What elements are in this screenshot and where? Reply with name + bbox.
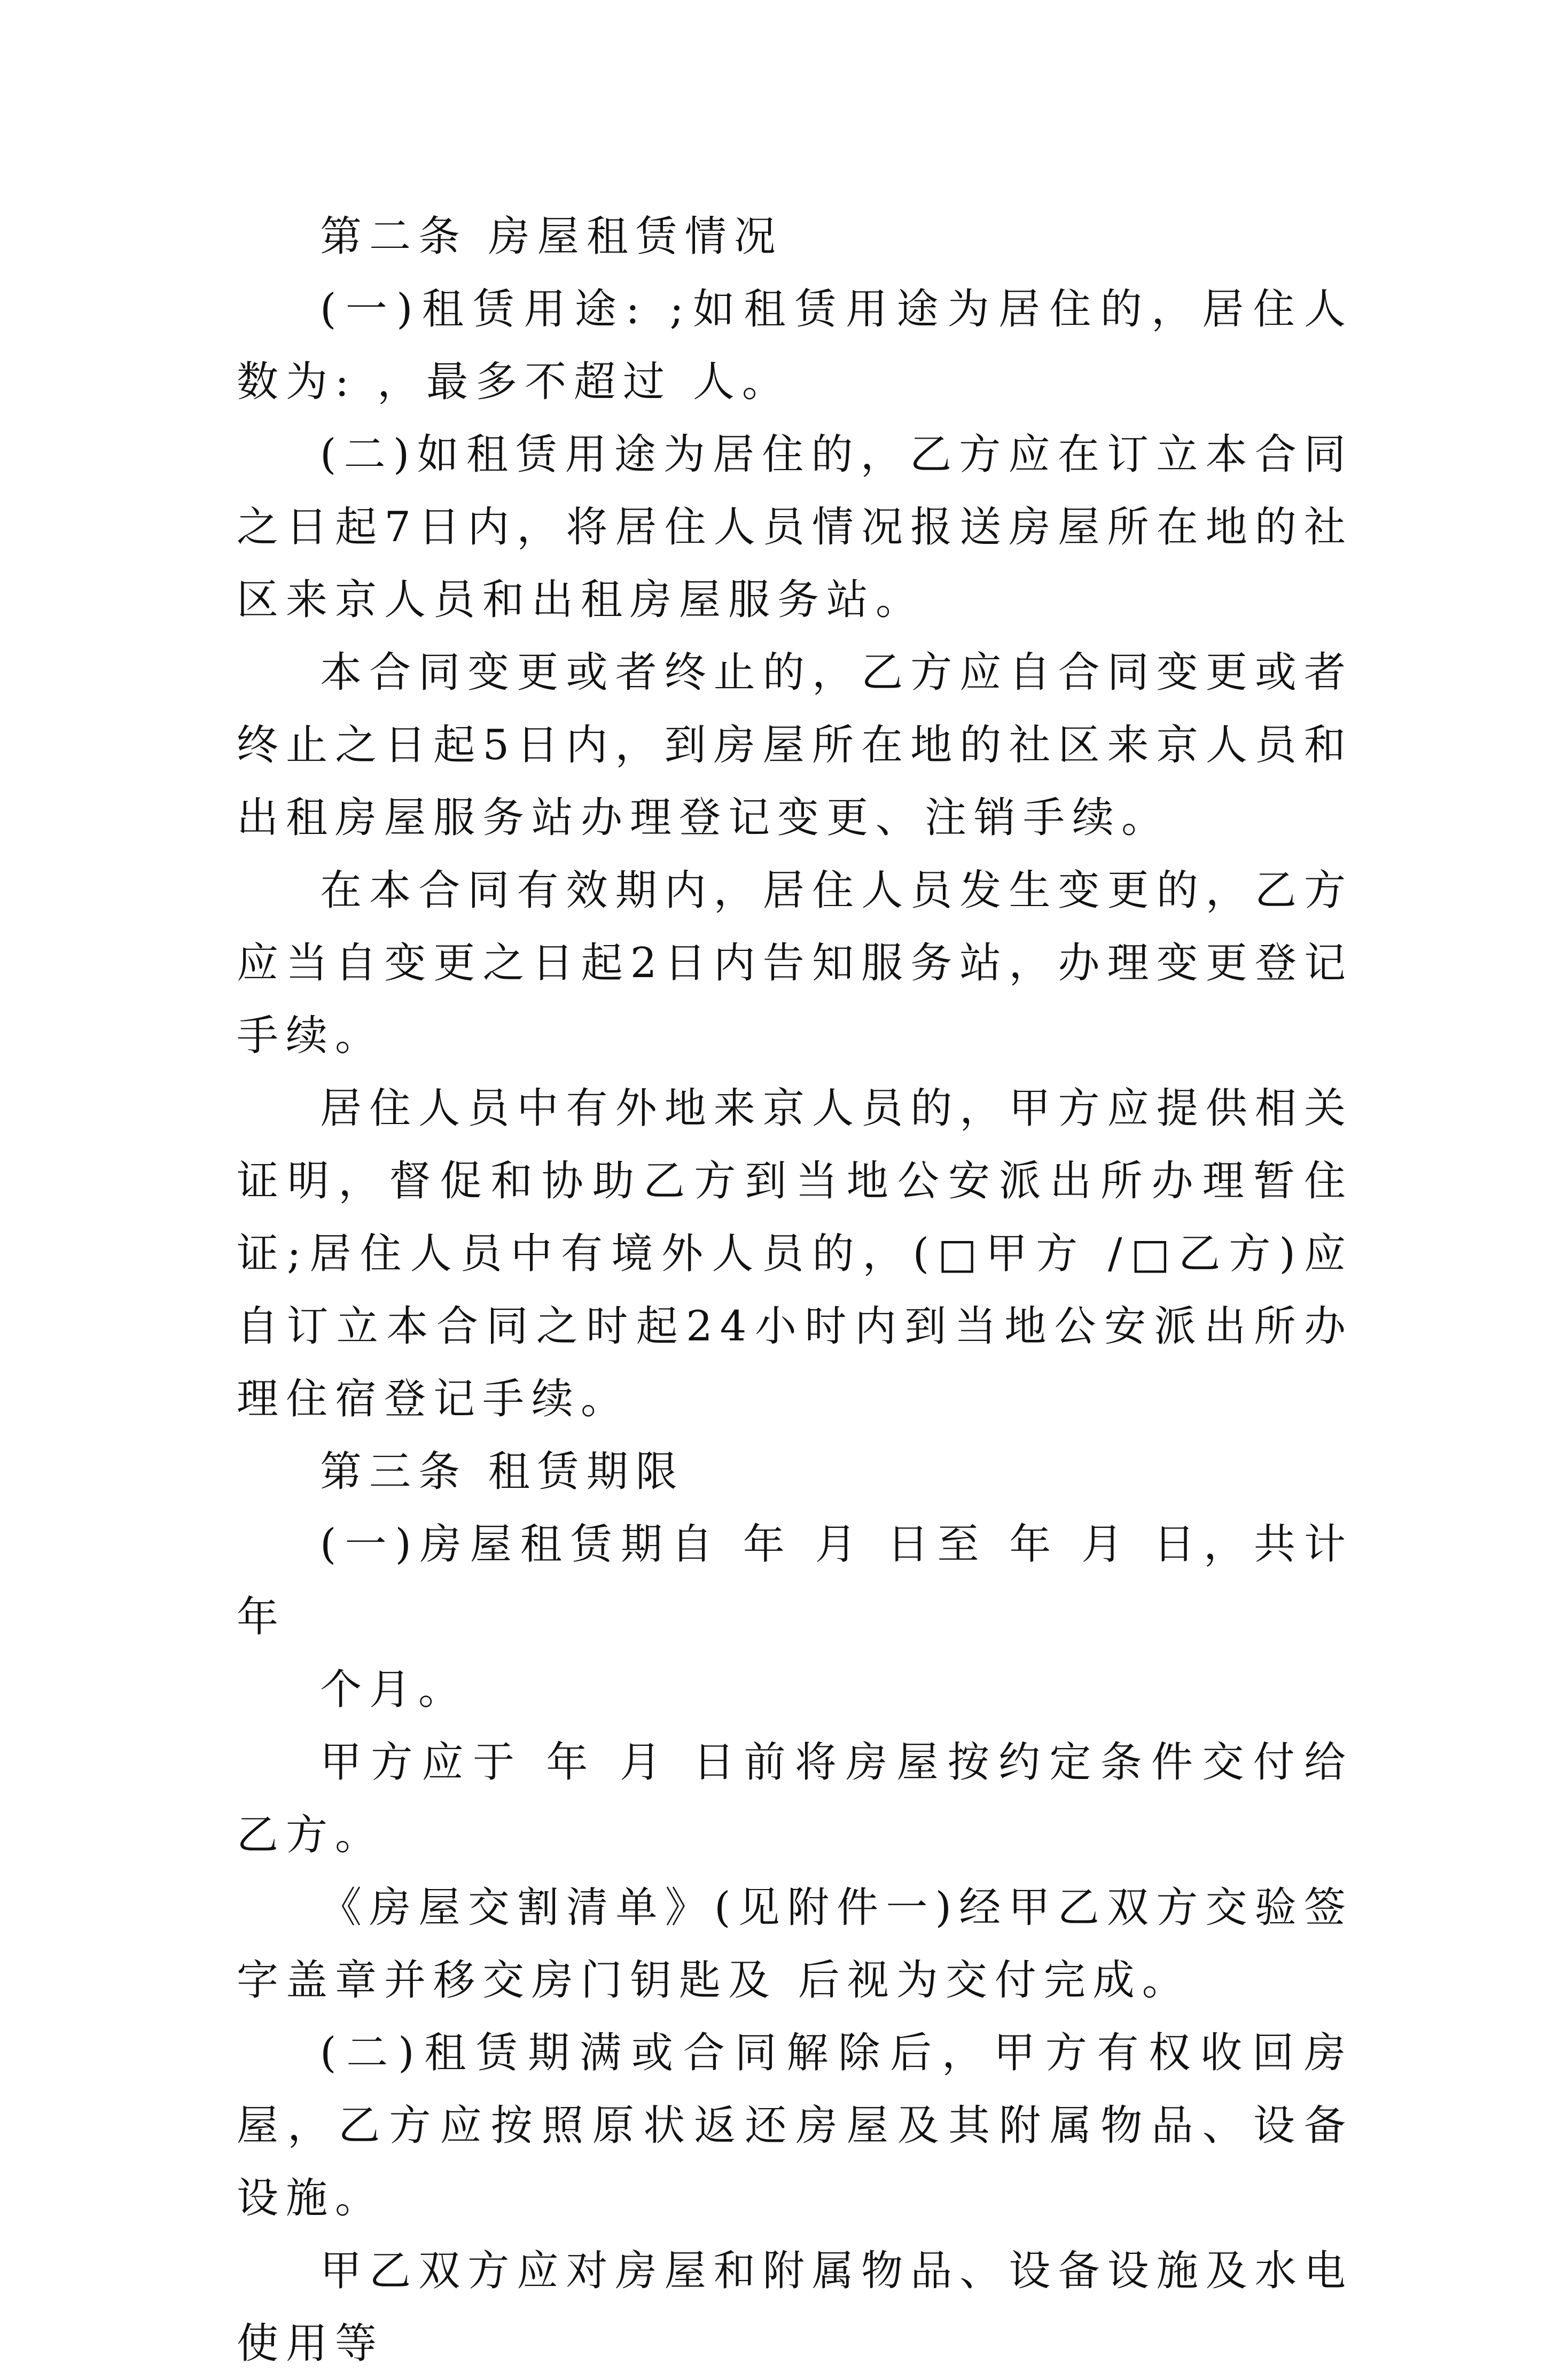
- article-3-heading: 第三条 租赁期限: [320, 1448, 685, 1496]
- paragraph-inspection: 甲乙双方应对房屋和附属物品、设备设施及水电使用等: [237, 2247, 1353, 2368]
- paragraph-lease-months: 个月。: [320, 1666, 468, 1714]
- paragraph-handover-list: 《房屋交割清单》(见附件一)经甲乙双方交验签字盖章并移交房门钥匙及 后视为交付完成。: [237, 1884, 1353, 2004]
- article-2-heading: 第二条 房屋租赁情况: [320, 213, 783, 261]
- paragraph-resident-change: 在本合同有效期内，居住人员发生变更的，乙方应当自变更之日起2日内告知服务站，办理变更登记手续。: [237, 867, 1353, 1060]
- paragraph-residence-report: (二)如租赁用途为居住的，乙方应在订立本合同之日起7日内，将居住人员情况报送房屋所在地的社区来京人员和出租房屋服务站。: [237, 431, 1353, 624]
- paragraph-rental-purpose: (一)租赁用途: ;如租赁用途为居住的，居住人数为: ，最多不超过 人。: [237, 285, 1353, 406]
- document-body: [237, 200, 1353, 2380]
- paragraph-lease-term: (一)房屋租赁期自 年 月 日至 年 月 日，共计 年: [237, 1520, 1353, 1641]
- paragraph-contract-change: 本合同变更或者终止的，乙方应自合同变更或者终止之日起5日内，到房屋所在地的社区来京人员和出租房屋服务站办理登记变更、注销手续。: [237, 649, 1353, 842]
- paragraph-nonlocal-residents: 居住人员中有外地来京人员的，甲方应提供相关证明，督促和协助乙方到当地公安派出所办理暂住证;居住人员中有境外人员的，(□甲方 /□乙方)应自订立本合同之时起24小时内到当地公安派出所办理住宿登记手续。: [237, 1084, 1353, 1423]
- paragraph-lease-expiry: (二)租赁期满或合同解除后，甲方有权收回房屋，乙方应按照原状返还房屋及其附属物品、设备设施。: [237, 2029, 1353, 2222]
- paragraph-delivery-date: 甲方应于 年 月 日前将房屋按约定条件交付给乙方。: [237, 1738, 1353, 1859]
